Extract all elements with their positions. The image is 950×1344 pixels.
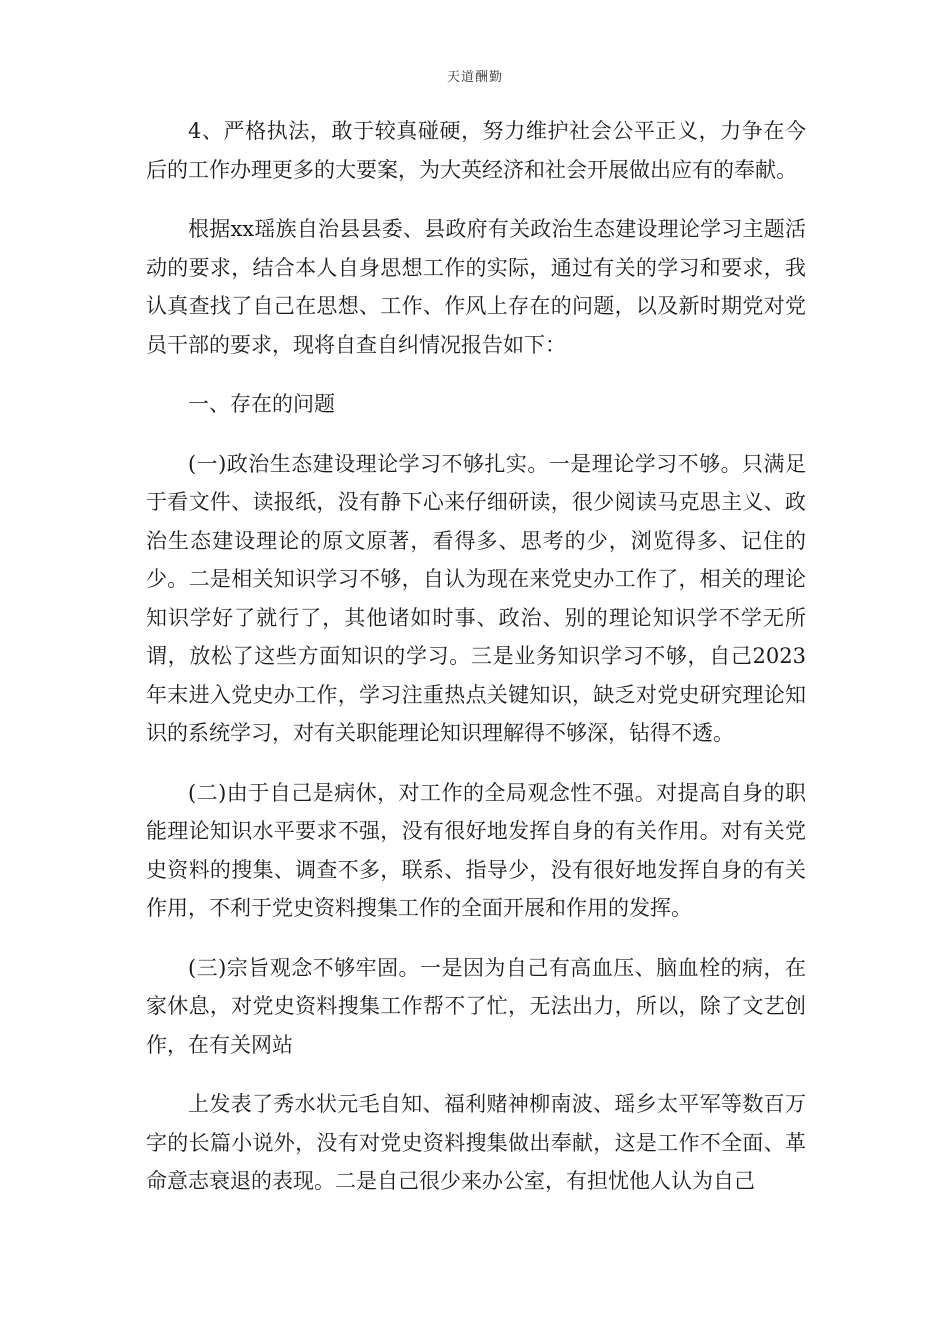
paragraph-problem-1: (一)政治生态建设理论学习不够扎实。一是理论学习不够。只满足于看文件、读报纸，没有静下心来仔细研读，很少阅读马克思主义、政治生态建设理论的原文原著，看得多、思考的少，浏览得多、记住的少。二是相关知识学习不够，自认为现在来党史办工作了，相关的理论知识学好了就行了，其他诸如时事、政治、别的理论知识学不学无所谓，放松了这些方面知识的学习。三是业务知识学习不够，自己2023年末进入党史办工作，学习注重热点关键知识，缺乏对党史研究理论知识的系统学习，对有关职能理论知识理解得不够深，钻得不透。 [146,451,806,745]
document-body [146,112,806,1222]
paragraph-intro: 根据xx瑶族自治县县委、县政府有关政治生态建设理论学习主题活动的要求，结合本人自身思想工作的实际，通过有关的学习和要求，我认真查找了自己在思想、工作、作风上存在的问题，以及新时期党对党员干部的要求，现将自查自纠情况报告如下： [146,217,806,357]
paragraph-item-4: 4、严格执法，敢于较真碰硬，努力维护社会公平正义，力争在今后的工作办理更多的大要案，为大英经济和社会开展做出应有的奉献。 [146,119,806,182]
paragraph-problem-3-continued: 上发表了秀水状元毛自知、福利赌神柳南波、瑶乡太平军等数百万字的长篇小说外，没有对党史资料搜集做出奉献，这是工作不全面、革命意志衰退的表现。二是自己很少来办公室，有担忧他人认为自己 [146,1092,806,1193]
section-heading-problems: 一、存在的问题 [188,392,335,416]
paragraph-problem-2: (二)由于自己是病休，对工作的全局观念性不强。对提高自身的职能理论知识水平要求不强，没有很好地发挥自身的有关作用。对有关党史资料的搜集、调查不多，联系、指导少，没有很好地发挥自身的有关作用，不利于党史资料搜集工作的全面开展和作用的发挥。 [146,780,806,920]
page-header: 天道酬勤 [446,70,503,85]
paragraph-problem-3: (三)宗旨观念不够牢固。一是因为自己有高血压、脑血栓的病，在家休息，对党史资料搜集工作帮不了忙，无法出力，所以，除了文艺创作，在有关网站 [146,955,806,1057]
